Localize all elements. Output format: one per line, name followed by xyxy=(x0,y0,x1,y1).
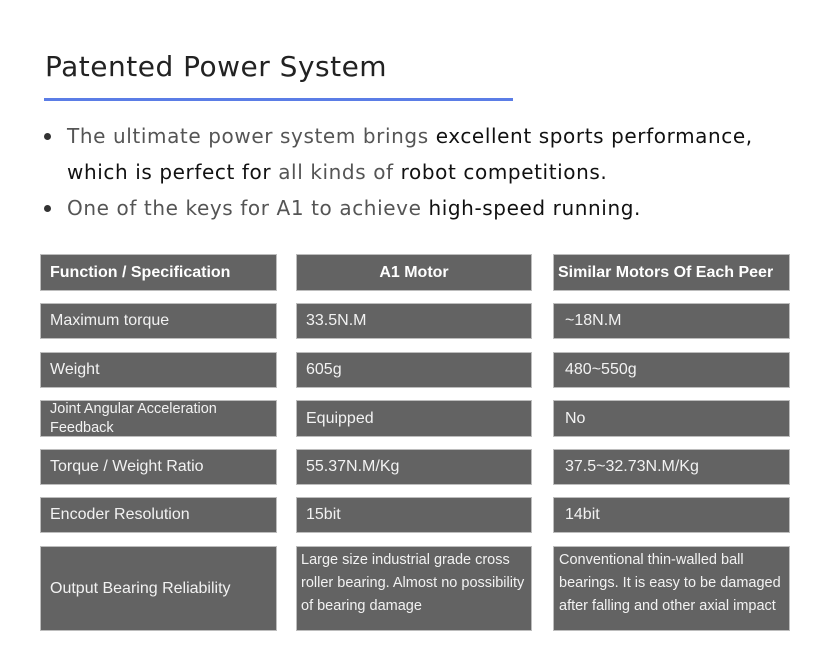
cell-text: Torque / Weight Ratio xyxy=(50,458,204,475)
table-cell-function xyxy=(40,546,277,631)
cell-text: 15bit xyxy=(306,506,341,523)
cell-text: Encoder Resolution xyxy=(50,506,190,523)
header-label: Function / Specification xyxy=(50,263,231,281)
cell-text: 37.5~32.73N.M/Kg xyxy=(565,458,699,475)
cell-text: 480~550g xyxy=(565,361,637,378)
table-cell-peer xyxy=(553,449,790,485)
table-cell-function xyxy=(40,400,277,437)
table-cell-a1 xyxy=(296,303,532,339)
table-cell-a1 xyxy=(296,400,532,437)
cell-text: No xyxy=(565,409,586,427)
table-header-peer-motors xyxy=(553,254,790,291)
table-cell-peer xyxy=(553,303,790,339)
bullet-1-text-e: robot competitions. xyxy=(400,160,608,184)
cell-text: 33.5N.M xyxy=(306,312,367,329)
title-underline xyxy=(44,98,513,101)
cell-text: 605g xyxy=(306,361,342,378)
table-cell-function xyxy=(40,303,277,339)
table-cell-function xyxy=(40,449,277,485)
cell-text: ~18N.M xyxy=(565,312,622,329)
table-cell-a1 xyxy=(296,546,532,631)
table-cell-a1 xyxy=(296,449,532,485)
cell-text: Large size industrial grade cross roller bearing. Almost no possibility of bearing damage xyxy=(301,552,525,614)
cell-text: Weight xyxy=(50,361,100,378)
table-cell-peer xyxy=(553,352,790,388)
bullet-2-text-b: high-speed running. xyxy=(428,196,641,220)
table-cell-peer xyxy=(553,546,790,631)
bullet-1-text-c: which is perfect for xyxy=(67,160,279,184)
cell-text: Maximum torque xyxy=(50,312,170,329)
table-header-a1-motor xyxy=(296,254,532,291)
bullet-1-text-d: all kinds of xyxy=(278,160,401,184)
cell-text: 55.37N.M/Kg xyxy=(306,458,400,475)
bullet-dot-icon xyxy=(44,205,51,212)
bullet-list xyxy=(44,118,804,226)
table-cell-a1 xyxy=(296,352,532,388)
bullet-1-text-a: The ultimate power system brings xyxy=(67,124,436,148)
cell-text: Equipped xyxy=(306,409,374,427)
page-title: Patented Power System xyxy=(45,50,388,83)
table-cell-peer xyxy=(553,497,790,533)
table-cell-peer xyxy=(553,400,790,437)
table-cell-function xyxy=(40,352,277,388)
cell-text: Output Bearing Reliability xyxy=(50,579,231,597)
bullet-1-text-b: excellent sports performance, xyxy=(435,124,753,148)
table-cell-a1 xyxy=(296,497,532,533)
bullet-item-1 xyxy=(44,118,804,190)
cell-text: Joint Angular Acceleration Feedback xyxy=(50,400,217,436)
table-header-specification xyxy=(40,254,277,291)
header-label: A1 Motor xyxy=(379,263,449,281)
header-label: Similar Motors Of Each Peer xyxy=(558,263,774,281)
bullet-dot-icon xyxy=(44,133,51,140)
bullet-item-2 xyxy=(44,190,804,226)
bullet-2-text-a: One of the keys for A1 to achieve xyxy=(67,196,429,220)
cell-text: Conventional thin-walled ball bearings. It is easy to be damaged after falling and other axial impact xyxy=(559,552,781,614)
table-cell-function xyxy=(40,497,277,533)
cell-text: 14bit xyxy=(565,506,600,523)
